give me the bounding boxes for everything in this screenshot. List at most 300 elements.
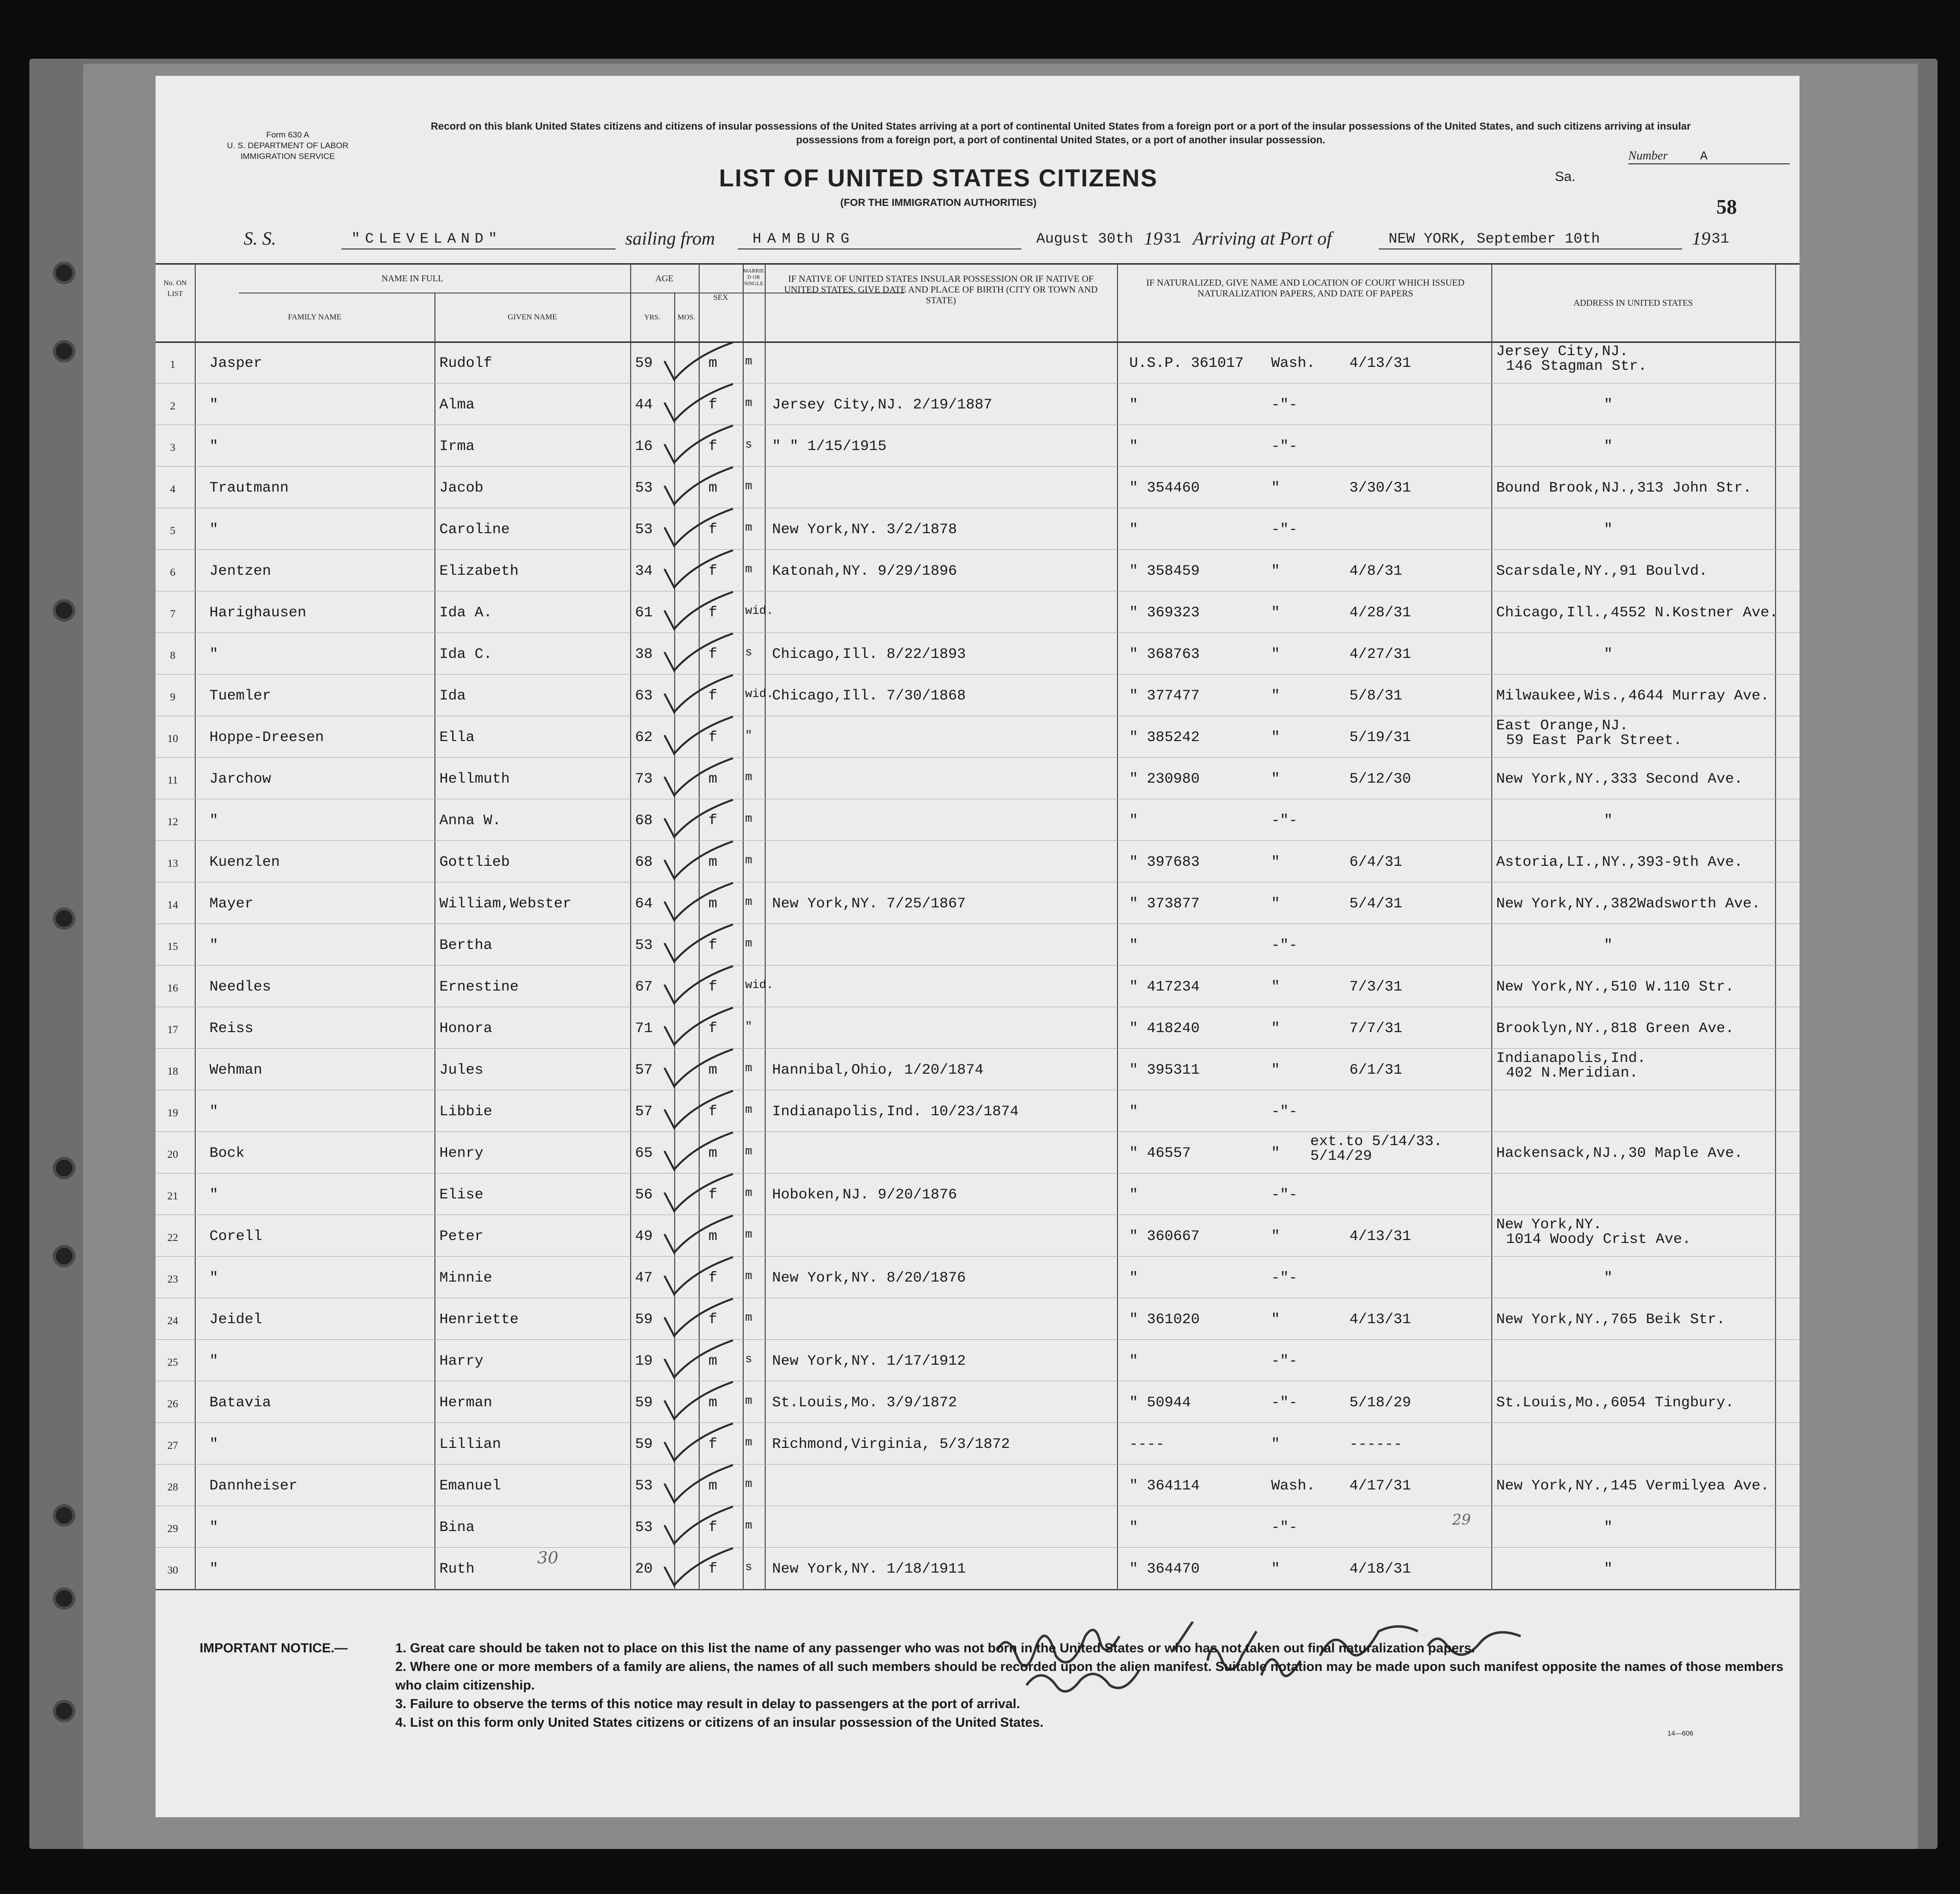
address-ditto: " [1604, 521, 1613, 538]
table-row [156, 549, 1775, 591]
ss-label: S. S. [244, 228, 276, 249]
family-name: Wehman [209, 1062, 263, 1079]
family-name: Mayer [209, 896, 254, 912]
marital-status: " [745, 729, 752, 743]
sex: f [708, 563, 718, 580]
given-name: Ida C. [439, 646, 493, 663]
notice-item-4: 4. List on this form only United States citizens or citizens of an insular possession of the United States. [395, 1715, 1044, 1730]
sex: f [708, 812, 718, 829]
naturalization-date: 5/18/29 [1349, 1395, 1412, 1411]
form-id: Form 630 A [266, 130, 309, 139]
naturalization-court: " [1271, 1436, 1280, 1453]
row-number: 15 [167, 940, 178, 952]
row-number: 11 [167, 774, 178, 786]
sex: m [708, 355, 718, 372]
age-years: 59 [635, 1311, 653, 1328]
sex: f [708, 438, 718, 455]
marital-status: m [745, 355, 752, 368]
given-name: Harry [439, 1353, 484, 1370]
naturalization-court: -"- [1271, 1519, 1298, 1536]
sex: m [708, 896, 718, 912]
year-prefix-2: 19 [1692, 228, 1710, 249]
naturalization-date: 4/17/31 [1349, 1478, 1412, 1494]
birth-place-date: New York,NY. 7/25/1867 [772, 896, 966, 912]
naturalization-court: " [1271, 1311, 1280, 1328]
naturalization-court: " [1271, 688, 1280, 704]
naturalization-date: 4/13/31 [1349, 355, 1412, 372]
table-row [156, 1422, 1775, 1464]
col-married-single: MARRIED OR SINGLE [743, 268, 764, 287]
marital-status: wid. [745, 979, 774, 992]
given-name: Bina [439, 1519, 475, 1536]
naturalization-date: 4/8/31 [1349, 563, 1403, 580]
check-mark-icon [660, 1131, 738, 1175]
family-name: " [209, 1519, 219, 1536]
birth-place-date: Katonah,NY. 9/29/1896 [772, 563, 957, 580]
naturalization-court: -"- [1271, 438, 1298, 455]
marital-status: m [745, 480, 752, 493]
table-row [156, 508, 1775, 549]
table-row [156, 1048, 1775, 1090]
address: Bound Brook,NJ.,313 John Str. [1496, 480, 1752, 496]
address-line-1: Jersey City,NJ. [1496, 343, 1629, 360]
naturalization-date: 5/14/29 [1310, 1148, 1372, 1165]
birth-place-date: " " 1/15/1915 [772, 438, 887, 455]
table-top-rule [156, 263, 1800, 265]
row-number: 19 [167, 1106, 178, 1119]
naturalization-court: " [1271, 563, 1280, 580]
row-number: 3 [170, 441, 176, 453]
sex: m [708, 1395, 718, 1411]
naturalization-number: " 395311 [1129, 1062, 1200, 1079]
marital-status: m [745, 1270, 752, 1283]
sex: f [708, 1187, 718, 1203]
row-number: 5 [170, 524, 176, 537]
given-name: Herman [439, 1395, 493, 1411]
given-name: Honora [439, 1020, 493, 1037]
naturalization-date: 7/7/31 [1349, 1020, 1403, 1037]
row-number: 9 [170, 691, 176, 703]
naturalization-number: " [1129, 812, 1139, 829]
punch-hole [53, 262, 75, 284]
given-name: Anna W. [439, 812, 501, 829]
marital-status: m [745, 1104, 752, 1117]
marital-status: m [745, 896, 752, 909]
naturalization-date: ------ [1349, 1436, 1403, 1453]
age-years: 44 [635, 397, 653, 413]
department-name: U. S. DEPARTMENT OF LABOR [227, 141, 349, 150]
table-row [156, 1007, 1775, 1048]
family-name: Reiss [209, 1020, 254, 1037]
marital-status: m [745, 1187, 752, 1200]
check-mark-icon [660, 1298, 738, 1342]
table-row [156, 757, 1775, 799]
check-mark-icon [660, 799, 738, 843]
given-name: Ella [439, 729, 475, 746]
naturalization-date: 4/27/31 [1349, 646, 1412, 663]
age-years: 57 [635, 1104, 653, 1120]
marital-status: m [745, 1395, 752, 1408]
age-years: 34 [635, 563, 653, 580]
row-number: 23 [167, 1273, 178, 1285]
address: Milwaukee,Wis.,4644 Murray Ave. [1496, 688, 1770, 704]
row-number: 18 [167, 1065, 178, 1077]
check-mark-icon [660, 882, 738, 926]
birth-place-date: Hannibal,Ohio, 1/20/1874 [772, 1062, 984, 1079]
address-ditto: " [1604, 438, 1613, 455]
naturalization-number: " 377477 [1129, 688, 1200, 704]
naturalization-court: " [1271, 480, 1280, 496]
check-mark-icon [660, 1381, 738, 1425]
check-mark-icon [660, 425, 738, 469]
table-row [156, 1215, 1775, 1256]
check-mark-icon [660, 924, 738, 968]
naturalization-court: -"- [1271, 1395, 1298, 1411]
table-row [156, 591, 1778, 632]
age-years: 73 [635, 771, 653, 788]
table-row [156, 1464, 1775, 1506]
check-mark-icon [660, 1464, 738, 1508]
address: Scarsdale,NY.,91 Boulvd. [1496, 563, 1708, 580]
naturalization-number: " 360667 [1129, 1228, 1200, 1245]
sex: f [708, 1270, 718, 1286]
age-years: 53 [635, 480, 653, 496]
marital-status: m [745, 1062, 752, 1075]
punch-hole [53, 599, 75, 622]
address: Chicago,Ill.,4552 N.Kostner Ave. [1496, 605, 1778, 621]
form-instructions: Record on this blank United States citizens and citizens of insular possessions of the United States arriving at a port of continental United States from a foreign port or a port of the insular possessions of the United States, and such citizens arriving at insular possessions from a foreign port, a port of continental United States, or a port of another insular possession. [431, 121, 1691, 146]
number-value: A [1700, 149, 1708, 163]
marital-status: m [745, 521, 752, 535]
naturalization-number: " 50944 [1129, 1395, 1191, 1411]
address: New York,NY.,765 Beik Str. [1496, 1311, 1726, 1328]
age-years: 56 [635, 1187, 653, 1203]
naturalization-court: " [1271, 854, 1280, 871]
sex: f [708, 397, 718, 413]
address-line-1: Indianapolis,Ind. [1496, 1050, 1646, 1067]
birth-place-date: New York,NY. 8/20/1876 [772, 1270, 966, 1286]
year-to: 31 [1711, 231, 1730, 248]
given-name: Ruth [439, 1561, 475, 1578]
naturalization-date: 4/28/31 [1349, 605, 1412, 621]
notice-label: IMPORTANT NOTICE.— [200, 1641, 348, 1655]
naturalization-court: " [1271, 1020, 1280, 1037]
age-years: 59 [635, 1395, 653, 1411]
row-number: 14 [167, 899, 178, 911]
given-name: Henry [439, 1145, 484, 1162]
naturalization-court: " [1271, 1228, 1280, 1245]
naturalization-number: " [1129, 438, 1139, 455]
sex: m [708, 480, 718, 496]
family-name: " [209, 1561, 219, 1578]
table-row [156, 1547, 1775, 1589]
birth-place-date: Indianapolis,Ind. 10/23/1874 [772, 1104, 1019, 1120]
naturalization-number: " 369323 [1129, 605, 1200, 621]
given-name: Ida A. [439, 605, 493, 621]
age-years: 38 [635, 646, 653, 663]
naturalization-court: -"- [1271, 397, 1298, 413]
age-years: 16 [635, 438, 653, 455]
sex: f [708, 1436, 718, 1453]
given-name: Ernestine [439, 979, 519, 995]
check-mark-icon [660, 549, 738, 593]
row-number: 27 [167, 1439, 178, 1451]
naturalization-number: " 418240 [1129, 1020, 1200, 1037]
table-row [156, 341, 1775, 383]
given-name: Caroline [439, 521, 510, 538]
table-row [156, 799, 1775, 840]
check-mark-icon [660, 674, 738, 718]
family-name: Jentzen [209, 563, 272, 580]
address-ditto: " [1604, 812, 1613, 829]
row-number: 25 [167, 1356, 178, 1368]
notice-item-2: 2. Where one or more members of a family are aliens, the names of all such members should be recorded upon the alien manifest. Suitable notation may be made upon such manifest opposite the names of those members who claim citizenship. [395, 1659, 1784, 1692]
row-number: 24 [167, 1314, 178, 1327]
naturalization-number: " 358459 [1129, 563, 1200, 580]
marital-status: m [745, 1436, 752, 1449]
age-years: 68 [635, 854, 653, 871]
table-row [156, 882, 1775, 924]
naturalization-date: 5/19/31 [1349, 729, 1412, 746]
naturalization-number: " 364470 [1129, 1561, 1200, 1578]
family-name: Jasper [209, 355, 263, 372]
row-number: 1 [170, 358, 176, 370]
naturalization-court: -"- [1271, 1353, 1298, 1370]
naturalization-date: 3/30/31 [1349, 480, 1412, 496]
birth-place-date: Richmond,Virginia, 5/3/1872 [772, 1436, 1010, 1453]
naturalization-court: " [1271, 1561, 1280, 1578]
address-ditto: " [1604, 397, 1613, 413]
given-name: Emanuel [439, 1478, 501, 1494]
naturalization-court: " [1271, 1062, 1280, 1079]
table-row [156, 924, 1775, 965]
ship-underline [342, 248, 615, 249]
address-ditto: " [1604, 646, 1613, 663]
manifest-page [156, 76, 1800, 1817]
age-years: 19 [635, 1353, 653, 1370]
naturalization-number: " 364114 [1129, 1478, 1200, 1494]
punch-hole [53, 1245, 75, 1267]
address-ditto: " [1604, 1519, 1613, 1536]
pencil-note-29: 29 [1452, 1511, 1471, 1529]
given-name: Irma [439, 438, 475, 455]
family-name: " [209, 521, 219, 538]
address: Brooklyn,NY.,818 Green Ave. [1496, 1020, 1734, 1037]
naturalization-court: " [1271, 605, 1280, 621]
notice-items [395, 1639, 1785, 1732]
age-years: 65 [635, 1145, 653, 1162]
punch-hole [53, 907, 75, 930]
table-row [156, 1381, 1775, 1422]
table-row [156, 965, 1775, 1007]
marital-status: s [745, 646, 752, 659]
address: New York,NY.,333 Second Ave. [1496, 771, 1743, 788]
given-name: Elise [439, 1187, 484, 1203]
naturalization-number: " 417234 [1129, 979, 1200, 995]
row-number: 6 [170, 566, 176, 578]
row-number: 16 [167, 982, 178, 994]
age-years: 71 [635, 1020, 653, 1037]
row-number: 28 [167, 1481, 178, 1493]
form-agency-block [190, 130, 386, 162]
sex: m [708, 854, 718, 871]
age-years: 53 [635, 1478, 653, 1494]
form-code: 14—606 [1667, 1729, 1693, 1737]
naturalization-number: " [1129, 397, 1139, 413]
table-row [156, 425, 1775, 466]
naturalization-date: 5/4/31 [1349, 896, 1403, 912]
row-number: 13 [167, 857, 178, 869]
address-ditto: " [1604, 1270, 1613, 1286]
naturalization-date: 4/13/31 [1349, 1228, 1412, 1245]
given-name: Jules [439, 1062, 484, 1079]
family-name: " [209, 397, 219, 413]
age-years: 20 [635, 1561, 653, 1578]
given-name: Lillian [439, 1436, 501, 1453]
table-row [156, 1173, 1775, 1215]
family-name: Jarchow [209, 771, 272, 788]
notice-item-1: 1. Great care should be taken not to place on this list the name of any passenger who was not born in the United States or who has not taken out final naturalization papers. [395, 1641, 1475, 1655]
sex: f [708, 1020, 718, 1037]
address-line-1: East Orange,NJ. [1496, 718, 1629, 734]
table-row [156, 466, 1775, 508]
naturalization-number: " [1129, 937, 1139, 954]
age-years: 49 [635, 1228, 653, 1245]
check-mark-icon [660, 383, 738, 427]
age-years: 57 [635, 1062, 653, 1079]
naturalization-number: U.S.P. 361017 [1129, 355, 1244, 372]
family-name: Corell [209, 1228, 263, 1245]
address: New York,NY.,382Wadsworth Ave. [1496, 896, 1761, 912]
given-name: William,Webster [439, 896, 572, 912]
naturalization-date: 6/4/31 [1349, 854, 1403, 871]
naturalization-number: " [1129, 1270, 1139, 1286]
naturalization-number: ---- [1129, 1436, 1165, 1453]
year-prefix: 19 [1144, 228, 1162, 249]
punch-hole [53, 340, 75, 362]
given-name: Alma [439, 397, 475, 413]
address: St.Louis,Mo.,6054 Tingbury. [1496, 1395, 1734, 1411]
naturalization-date: 5/12/30 [1349, 771, 1412, 788]
naturalization-court: " [1271, 771, 1280, 788]
sex: m [708, 771, 718, 788]
page-subtitle: (FOR THE IMMIGRATION AUTHORITIES) [840, 197, 1037, 208]
naturalization-number: " [1129, 1104, 1139, 1120]
naturalization-court: Wash. [1271, 1478, 1316, 1494]
punch-hole [53, 1587, 75, 1610]
page-title: LIST OF UNITED STATES CITIZENS [719, 164, 1158, 192]
given-name: Jacob [439, 480, 484, 496]
marital-status: wid. [745, 688, 774, 701]
table-row [156, 1131, 1775, 1173]
given-name: Libbie [439, 1104, 493, 1120]
address-line-1: New York,NY. [1496, 1217, 1602, 1233]
row-number: 17 [167, 1023, 178, 1036]
ship-name: "CLEVELAND" [351, 231, 502, 248]
family-name: Batavia [209, 1395, 272, 1411]
naturalization-number: " 354460 [1129, 480, 1200, 496]
family-name: " [209, 438, 219, 455]
family-name: Tuemler [209, 688, 272, 704]
table-row [156, 383, 1775, 425]
check-mark-icon [660, 1256, 738, 1300]
naturalization-date: 4/13/31 [1349, 1311, 1412, 1328]
notice-item-3: 3. Failure to observe the terms of this notice may result in delay to passengers at the port of arrival. [395, 1696, 1020, 1711]
col-yrs: YRS. [644, 314, 661, 321]
naturalization-number: " [1129, 1519, 1139, 1536]
age-years: 53 [635, 937, 653, 954]
marital-status: m [745, 1311, 752, 1325]
family-name: " [209, 1270, 219, 1286]
naturalization-court: " [1271, 1145, 1280, 1162]
col-sex: SEX [713, 293, 729, 302]
check-mark-icon [660, 1090, 738, 1134]
marital-status: m [745, 771, 752, 784]
family-name: " [209, 937, 219, 954]
marital-status: s [745, 1561, 752, 1574]
marital-status: m [745, 812, 752, 826]
punch-hole [53, 1504, 75, 1527]
age-years: 47 [635, 1270, 653, 1286]
birth-place-date: Chicago,Ill. 7/30/1868 [772, 688, 966, 704]
naturalization-number: " 368763 [1129, 646, 1200, 663]
sex: f [708, 1104, 718, 1120]
date-from: August 30th [1036, 231, 1134, 248]
marital-status: m [745, 937, 752, 950]
naturalization-court: -"- [1271, 521, 1298, 538]
marital-status: " [745, 1020, 752, 1034]
table-row [156, 1298, 1775, 1339]
given-name: Peter [439, 1228, 484, 1245]
naturalization-number: " 361020 [1129, 1311, 1200, 1328]
col-name-in-full: NAME IN FULL [382, 273, 443, 283]
row-number: 7 [170, 608, 176, 620]
sex: f [708, 979, 718, 995]
naturalization-court: -"- [1271, 812, 1298, 829]
naturalization-court: " [1271, 979, 1280, 995]
naturalization-date: 4/18/31 [1349, 1561, 1412, 1578]
punch-hole [53, 1700, 75, 1722]
given-name: Minnie [439, 1270, 493, 1286]
col-age: AGE [655, 273, 674, 283]
given-name: Henriette [439, 1311, 519, 1328]
port-to-underline [1379, 248, 1682, 249]
naturalization-number: " [1129, 1187, 1139, 1203]
check-mark-icon [660, 757, 738, 801]
row-number: 29 [167, 1522, 178, 1534]
naturalization-number: " [1129, 521, 1139, 538]
age-years: 64 [635, 896, 653, 912]
sa-label: Sa. [1555, 169, 1576, 184]
row-number: 2 [170, 400, 176, 412]
family-name: " [209, 1187, 219, 1203]
col-divider [1775, 263, 1776, 1589]
naturalization-date: 7/3/31 [1349, 979, 1403, 995]
check-mark-icon [660, 508, 738, 552]
family-name: Jeidel [209, 1311, 263, 1328]
check-mark-icon [660, 1422, 738, 1466]
naturalization-court: -"- [1271, 937, 1298, 954]
given-name: Bertha [439, 937, 493, 954]
col-family-name: FAMILY NAME [288, 313, 342, 321]
birth-place-date: Jersey City,NJ. 2/19/1887 [772, 397, 993, 413]
sex: f [708, 729, 718, 746]
family-name: " [209, 1104, 219, 1120]
age-years: 59 [635, 355, 653, 372]
sex: f [708, 1311, 718, 1328]
sailing-label: sailing from [625, 228, 715, 249]
check-mark-icon [660, 840, 738, 884]
